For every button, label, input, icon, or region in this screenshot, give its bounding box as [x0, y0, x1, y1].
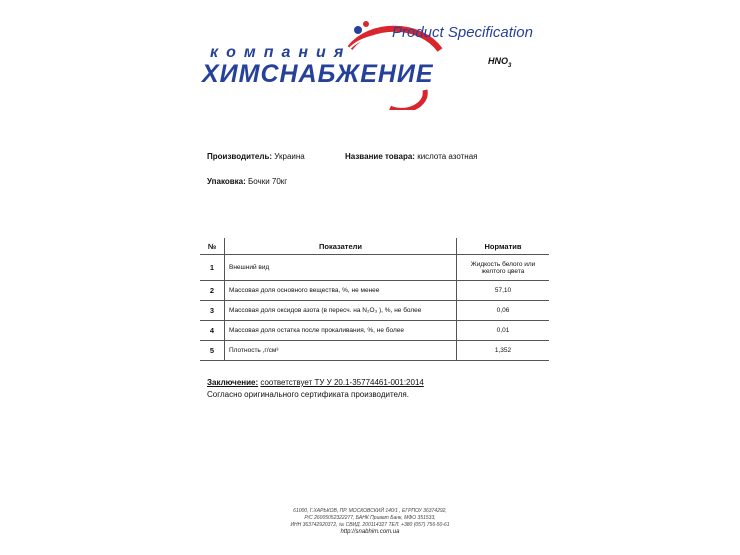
row-number: 5: [200, 341, 225, 361]
formula-subscript: 3: [508, 62, 512, 69]
row-number: 2: [200, 281, 225, 301]
conclusion-text: соответствует ТУ У 20.1-35774461-001:2014: [260, 378, 424, 387]
row-number: 1: [200, 255, 225, 281]
formula-main: HNO: [488, 56, 508, 66]
row-number: 4: [200, 321, 225, 341]
logo-company-name: ХИМСНАБЖЕНИЕ: [202, 60, 434, 88]
row-norm: 1,352: [457, 341, 550, 361]
row-indicator: Массовая доля оксидов азота (в пересч. на N₂O₃ ), %, не более: [225, 301, 457, 321]
logo-company-word: компания: [210, 44, 352, 61]
specification-table: [200, 238, 549, 361]
row-indicator: Внешний вид: [225, 255, 457, 281]
row-indicator: Плотность ,г/см³: [225, 341, 457, 361]
row-norm: 57,10: [457, 281, 550, 301]
table-header-row: [200, 238, 549, 255]
header-indicator: Показатели: [225, 238, 457, 255]
table-row: [200, 321, 549, 341]
producer-label: Производитель:: [207, 152, 273, 161]
product-label: Название товара:: [345, 152, 415, 161]
row-norm: 0,06: [457, 301, 550, 321]
producer-value: Украина: [274, 152, 305, 161]
conclusion-block: [207, 377, 424, 401]
footer-bank: Р/С 26005052322277, БАНК Приват Банк, МФО 351533,: [304, 515, 436, 521]
table-row: [200, 255, 549, 281]
row-norm: Жидкость белого или желтого цвета: [457, 255, 550, 281]
chemical-formula: [488, 56, 511, 69]
conclusion-note: Согласно оригинального сертификата производителя.: [207, 390, 409, 399]
conclusion-label: Заключение:: [207, 378, 259, 387]
footer-address: 61000, Г.ХАРЬКОВ, ПР. МОСКОВСКИЙ 140/1 , ЕГРПОУ 36374292,: [293, 508, 447, 514]
footer-tax: ИНН 363742920372, № СВИД. 200114327 ТЕЛ. +380 (057) 756-50-61: [290, 522, 450, 528]
package-value: Бочки 70кг: [248, 177, 288, 186]
table-row: [200, 341, 549, 361]
header-norm: Норматив: [457, 238, 550, 255]
conclusion-line: [207, 377, 424, 389]
header-number: №: [200, 238, 225, 255]
product-line: [345, 152, 478, 161]
package-line: [207, 177, 287, 186]
row-norm: 0,01: [457, 321, 550, 341]
product-value: кислота азотная: [417, 152, 478, 161]
footer: [240, 508, 500, 536]
row-indicator: Массовая доля остатка после прокаливания, %, не более: [225, 321, 457, 341]
table-row: [200, 301, 549, 321]
footer-website-link[interactable]: http://snabhim.com.ua: [340, 529, 400, 535]
row-number: 3: [200, 301, 225, 321]
table-row: [200, 281, 549, 301]
package-label: Упаковка:: [207, 177, 246, 186]
producer-line: [207, 152, 305, 161]
document-title: Product Specification: [392, 24, 533, 41]
row-indicator: Массовая доля основного вещества, %, не менее: [225, 281, 457, 301]
